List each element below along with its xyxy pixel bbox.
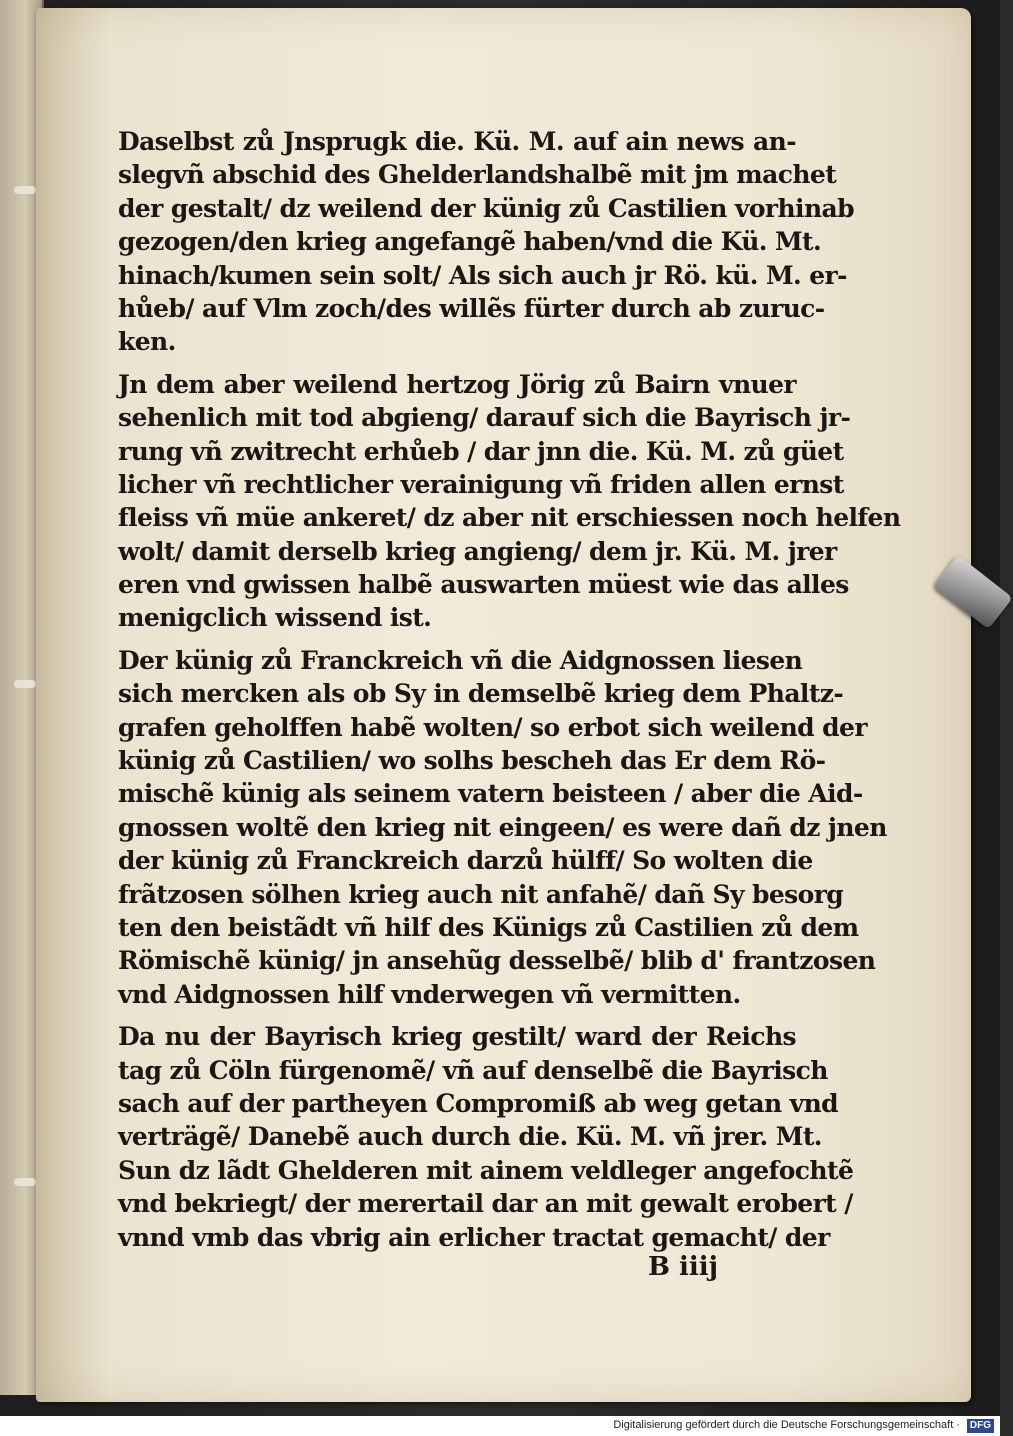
binding-thread bbox=[14, 1178, 36, 1186]
text-line: vnnd vmb das vbrig ain erlicher tractat gemacht/ der bbox=[118, 1222, 830, 1252]
text-line: Da nu der Bayrisch krieg gestilt/ ward der Reichs bbox=[118, 1022, 796, 1052]
text-line: Römischẽ künig/ jn ansehũg desselbẽ/ blib d' frantzosen bbox=[118, 946, 876, 976]
text-line: ken. bbox=[118, 327, 176, 357]
paragraph-gap bbox=[118, 1011, 796, 1020]
text-line: slegvñ abschid des Ghelderlandshalbẽ mit jm machet bbox=[118, 160, 837, 190]
text-line: vnd bekriegt/ der merertail dar an mit gewalt erobert / bbox=[118, 1189, 853, 1219]
text-line: Der künig zů Franckreich vñ die Aidgnossen liesen bbox=[118, 645, 803, 675]
paragraph-gap bbox=[118, 635, 796, 644]
body-text bbox=[118, 125, 901, 1254]
text-line: ten den beistãdt vñ hilf des Künigs zů Castilien zů dem bbox=[118, 912, 859, 942]
text-line: wolt/ damit derselb krieg angieng/ dem jr. Kü. M. jrer bbox=[118, 536, 837, 566]
text-line: frãtzosen sölhen krieg auch nit anfahẽ/ dañ Sy besorg bbox=[118, 879, 844, 909]
binding-thread bbox=[14, 186, 36, 194]
text-line: gnossen woltẽ den krieg nit eingeen/ es were dañ dz jnen bbox=[118, 812, 887, 842]
text-line: rung vñ zwitrecht erhůeb / dar jnn die. Kü. M. zů güet bbox=[118, 436, 844, 466]
text-line: mischẽ künig als seinem vatern beisteen / aber die Aid- bbox=[118, 779, 863, 809]
text-line: sehenlich mit tod abgieng/ darauf sich die Bayrisch jr- bbox=[118, 403, 851, 433]
text-line: der künig zů Franckreich darzů hülff/ So wolten die bbox=[118, 846, 813, 876]
text-line: eren vnd gwissen halbẽ auswarten müest wie das alles bbox=[118, 570, 849, 600]
text-line: verträgẽ/ Danebẽ auch durch die. Kü. M. vñ jrer. Mt. bbox=[118, 1122, 822, 1152]
text-line: fleiss vñ müe ankeret/ dz aber nit erschiessen noch helfen bbox=[118, 503, 901, 533]
text-line: tag zů Cöln fürgenomẽ/ vñ auf denselbẽ die Bayrisch bbox=[118, 1055, 828, 1085]
text-line: sich mercken als ob Sy in demselbẽ krieg dem Phaltz- bbox=[118, 679, 844, 709]
text-line: künig zů Castilien/ wo solhs bescheh das Er dem Rö- bbox=[118, 746, 826, 776]
text-line: hůeb/ auf Vlm zoch/des willẽs fürter durch ab zuruc- bbox=[118, 293, 825, 323]
text-line: Daselbst zů Jnsprugk die. Kü. M. auf ain news an- bbox=[118, 127, 796, 156]
text-line: grafen geholffen habẽ wolten/ so erbot sich weilend der bbox=[118, 712, 867, 742]
text-line: hinach/kumen sein solt/ Als sich auch jr Rö. kü. M. er- bbox=[118, 260, 847, 290]
binding-thread bbox=[14, 680, 36, 688]
dfg-logo: DFG bbox=[967, 1419, 994, 1433]
text-line: sach auf der partheyen Compromiß ab weg getan vnd bbox=[118, 1088, 839, 1118]
footer-bar bbox=[0, 1416, 1000, 1436]
signature-mark: B iiij bbox=[648, 1252, 719, 1282]
paragraph-gap bbox=[118, 359, 796, 368]
text-line: Jn dem aber weilend hertzog Jörig zů Bairn vnuer bbox=[118, 369, 796, 399]
text-line: gezogen/den krieg angefangẽ haben/vnd die Kü. Mt. bbox=[118, 227, 822, 257]
text-line: menigclich wissend ist. bbox=[118, 603, 432, 633]
text-line: Sun dz lãdt Ghelderen mit ainem veldleger angefochtẽ bbox=[118, 1155, 854, 1185]
funding-credit: Digitalisierung gefördert durch die Deutsche Forschungsgemeinschaft · bbox=[613, 1419, 960, 1431]
text-line: der gestalt/ dz weilend der künig zů Castilien vorhinab bbox=[118, 193, 855, 223]
text-line: vnd Aidgnossen hilf vnderwegen vñ vermitten. bbox=[118, 979, 741, 1009]
text-line: licher vñ rechtlicher verainigung vñ friden allen ernst bbox=[118, 469, 844, 499]
